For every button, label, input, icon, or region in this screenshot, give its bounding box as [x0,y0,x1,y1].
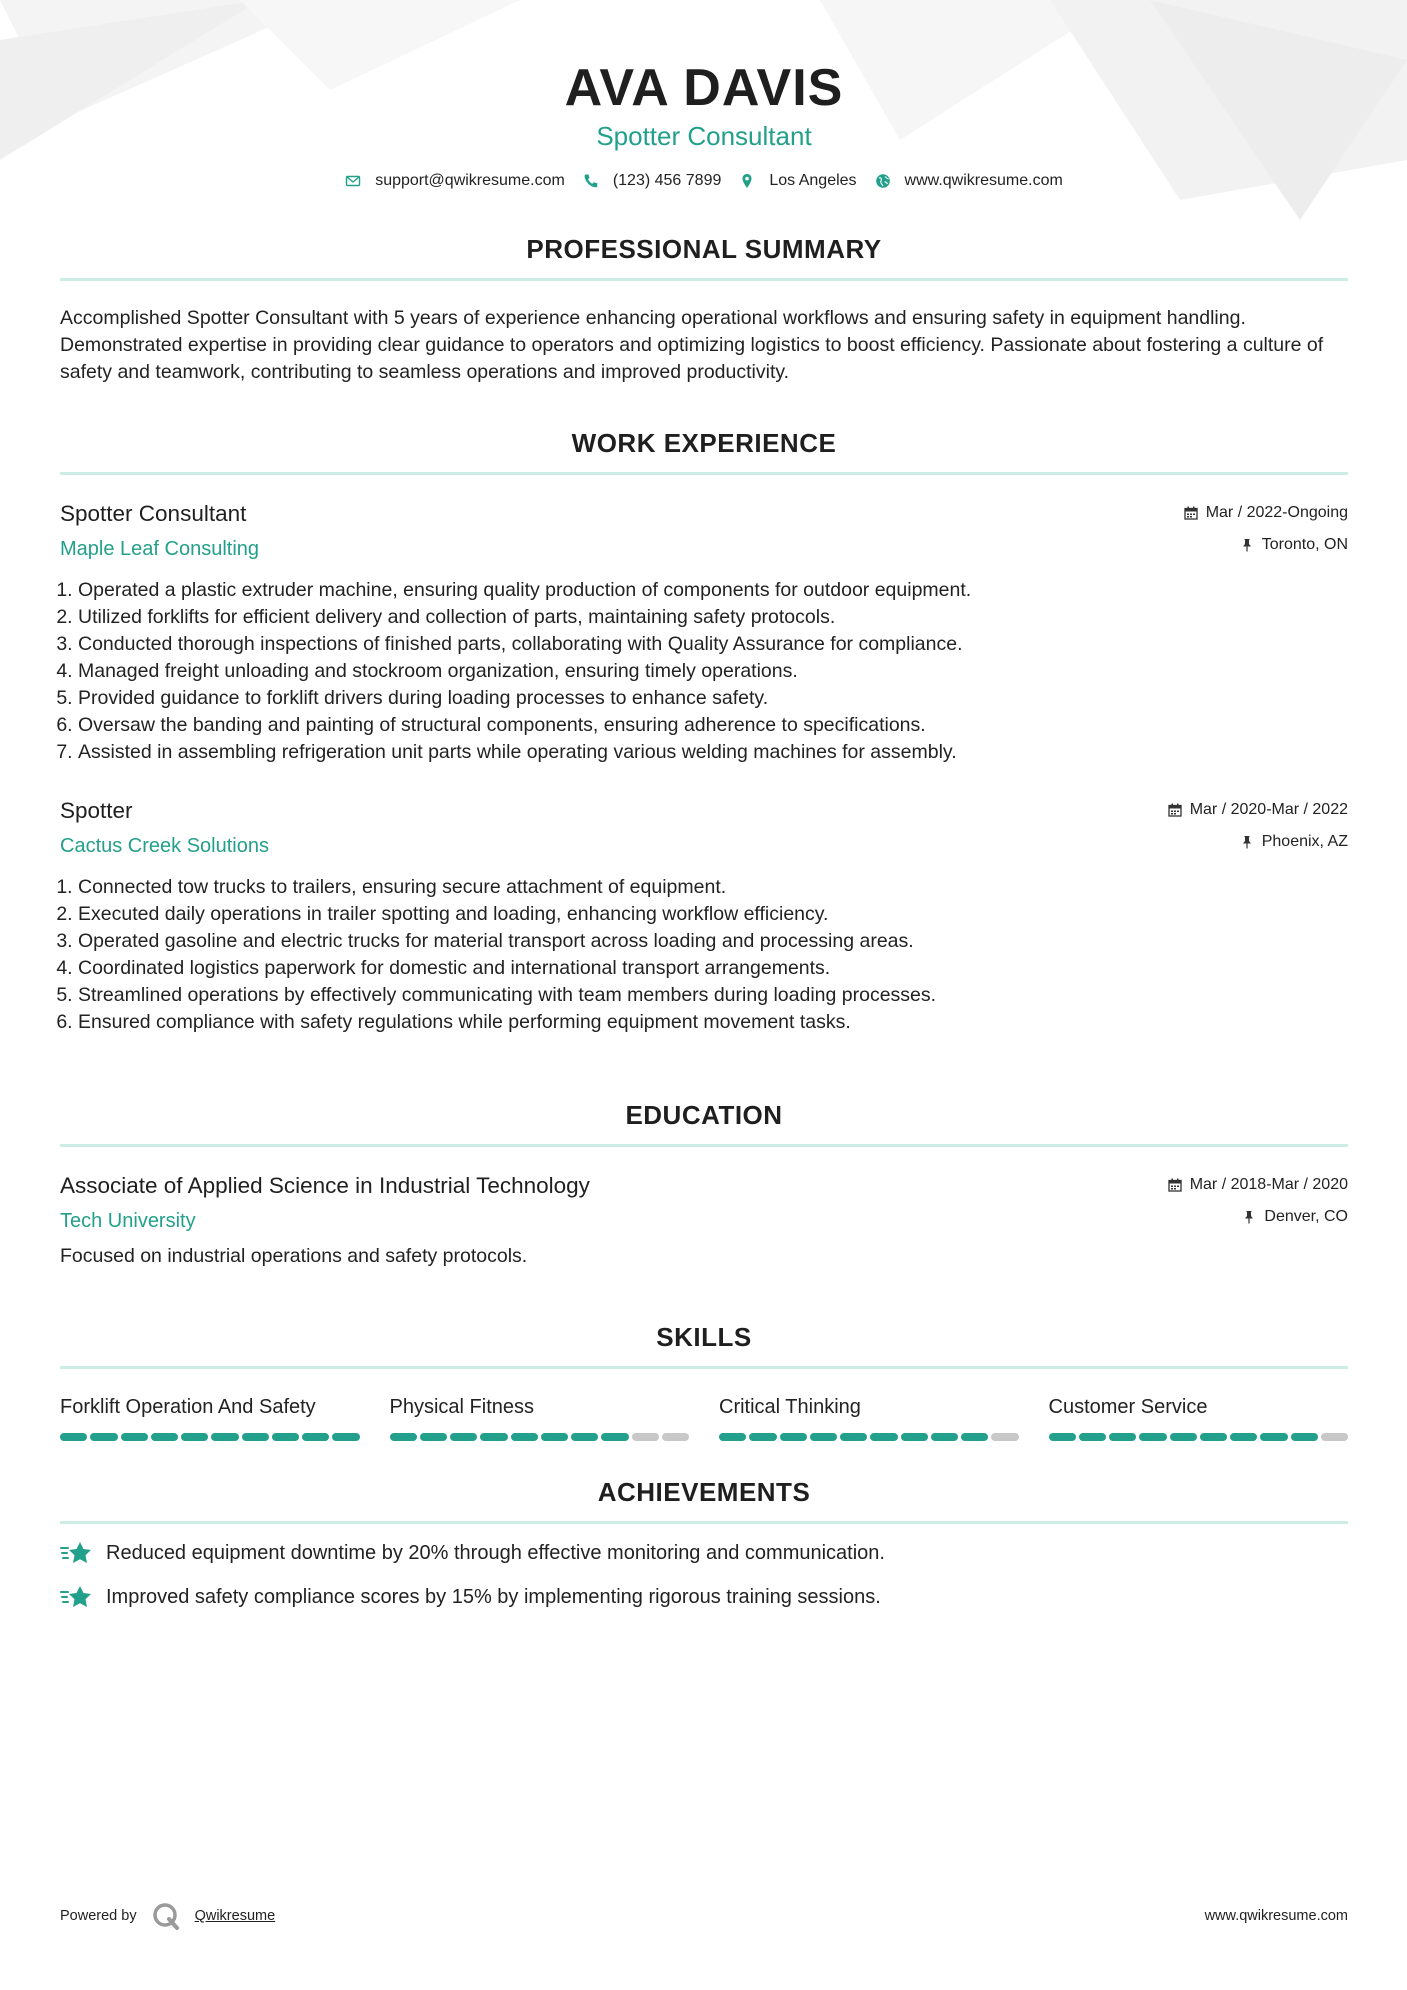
skill-segment-filled [870,1433,897,1441]
job-location [1168,828,1348,856]
list-item: 6. Ensured compliance with safety regulations while performing equipment movement tasks. [78,1009,1348,1036]
skills-list [60,1393,1348,1441]
skill-segment-filled [1260,1433,1287,1441]
skill-name: Physical Fitness [389,1396,534,1418]
list-item: 3. Conducted thorough inspections of finished parts, collaborating with Quality Assurance for compliance. [78,631,1348,658]
skill-segment-filled [211,1433,238,1441]
job-bullets [60,577,1348,766]
job-meta [1168,796,1348,856]
experience-section [60,428,1348,1036]
map-pin-icon [739,173,755,189]
contact-location [739,172,856,190]
skill-segment-filled [571,1433,598,1441]
skills-section [60,1322,1348,1441]
skill-item [719,1393,1019,1441]
qwikresume-link[interactable]: Qwikresume [194,1908,276,1924]
skill-level-bar [390,1433,690,1441]
list-item: 5. Streamlined operations by effectively communicating with team members during loading processes. [78,982,1348,1009]
skill-segment-filled [242,1433,269,1441]
skill-segment-filled [332,1433,359,1441]
star-achievement-icon [60,1539,94,1567]
job-location-text: Toronto, ON [1261,536,1348,553]
skill-segment-filled [390,1433,417,1441]
qwikresume-logo-icon [151,1901,181,1931]
resume-page [60,0,1348,1612]
list-item: 4. Coordinated logistics paperwork for domestic and international transport arrangements. [78,955,1348,982]
education-location [1168,1203,1348,1231]
achievement-text: Reduced equipment downtime by 20% through effective monitoring and communication. [106,1542,885,1564]
education-section [60,1100,1348,1270]
contact-location-text: Los Angeles [769,172,857,189]
job-company: Maple Leaf Consulting [60,538,260,560]
skill-item [60,1393,360,1441]
skill-segment-filled [121,1433,148,1441]
achievement-text: Improved safety compliance scores by 15% by implementing rigorous training sessions. [106,1586,881,1608]
job-meta [1184,499,1348,559]
job-location [1184,531,1348,559]
skill-level-bar [1049,1433,1349,1441]
skill-segment-filled [931,1433,958,1441]
star-achievement-icon [60,1583,94,1611]
skill-item [1049,1393,1349,1441]
education-description: Focused on industrial operations and safety protocols. [60,1245,528,1267]
skill-level-bar [60,1433,360,1441]
powered-by [60,1901,275,1931]
list-item: 2. Executed daily operations in trailer spotting and loading, enhancing workflow efficiency. [78,901,1348,928]
skill-segment-filled [719,1433,746,1441]
contact-phone[interactable] [583,172,722,190]
skill-segment-filled [480,1433,507,1441]
pushpin-icon [1240,538,1254,552]
education-entry [60,1171,1348,1270]
education-dates-text: Mar / 2018-Mar / 2020 [1189,1176,1348,1193]
skill-segment-filled [541,1433,568,1441]
education-location-text: Denver, CO [1264,1208,1348,1225]
education-school: Tech University [60,1210,196,1232]
skill-segment-filled [780,1433,807,1441]
envelope-icon [345,173,361,189]
skill-segment-filled [1170,1433,1197,1441]
skills-heading: SKILLS [60,1322,1348,1369]
resume-header [60,0,1348,190]
job-dates [1184,499,1348,527]
achievements-section [60,1477,1348,1612]
list-item: 5. Provided guidance to forklift drivers during loading processes to enhance safety. [78,685,1348,712]
achievements-heading: ACHIEVEMENTS [60,1477,1348,1524]
list-item: 3. Operated gasoline and electric trucks for material transport across loading and processing areas. [78,928,1348,955]
list-item: 1. Connected tow trucks to trailers, ensuring secure attachment of equipment. [78,874,1348,901]
list-item: 7. Assisted in assembling refrigeration unit parts while operating various welding machines for assembly. [78,739,1348,766]
skill-segment-filled [181,1433,208,1441]
skill-segment-filled [272,1433,299,1441]
calendar-icon [1168,1178,1182,1192]
contact-phone-text: (123) 456 7899 [612,172,722,189]
list-item: 4. Managed freight unloading and stockroom organization, ensuring timely operations. [78,658,1348,685]
skill-name: Customer Service [1048,1396,1208,1418]
skill-segment-empty [1321,1433,1348,1441]
skill-segment-filled [1139,1433,1166,1441]
skill-segment-filled [511,1433,538,1441]
skill-segment-filled [302,1433,329,1441]
phone-icon [583,173,599,189]
education-heading: EDUCATION [60,1100,1348,1147]
skill-segment-filled [90,1433,117,1441]
pushpin-icon [1242,1210,1256,1224]
globe-icon [875,173,891,189]
job-entry [60,796,1348,1036]
skill-segment-filled [1109,1433,1136,1441]
skill-segment-filled [1200,1433,1227,1441]
skill-segment-filled [601,1433,628,1441]
summary-section [60,234,1348,386]
skill-name: Critical Thinking [719,1396,861,1418]
achievement-item [60,1538,1348,1568]
skill-segment-filled [1291,1433,1318,1441]
skill-segment-filled [420,1433,447,1441]
footer-website[interactable]: www.qwikresume.com [1204,1908,1348,1924]
skill-item [390,1393,690,1441]
footer [60,1898,1348,1934]
education-degree: Associate of Applied Science in Industrial Technology [60,1173,590,1198]
contact-website-text: www.qwikresume.com [904,172,1063,189]
skill-segment-filled [151,1433,178,1441]
calendar-icon [1184,506,1198,520]
skill-segment-filled [1049,1433,1076,1441]
skill-segment-filled [810,1433,837,1441]
skill-segment-filled [1079,1433,1106,1441]
candidate-job-title: Spotter Consultant [596,121,812,151]
skill-segment-filled [840,1433,867,1441]
skill-name: Forklift Operation And Safety [60,1396,316,1418]
achievement-item [60,1582,1348,1612]
powered-by-label: Powered by [60,1908,137,1924]
skill-segment-filled [450,1433,477,1441]
job-dates-text: Mar / 2020-Mar / 2022 [1189,801,1348,818]
job-title: Spotter Consultant [60,501,247,526]
calendar-icon [1168,803,1182,817]
education-dates [1168,1171,1348,1199]
skill-segment-empty [632,1433,659,1441]
job-dates-text: Mar / 2022-Ongoing [1205,504,1348,521]
job-title: Spotter [60,798,133,823]
skill-segment-filled [749,1433,776,1441]
skill-segment-filled [1230,1433,1257,1441]
list-item: 1. Operated a plastic extruder machine, ensuring quality production of components for outdoor equipment. [78,577,1348,604]
list-item: 2. Utilized forklifts for efficient delivery and collection of parts, maintaining safety protocols. [78,604,1348,631]
skill-segment-empty [991,1433,1018,1441]
education-meta [1168,1171,1348,1231]
summary-heading: PROFESSIONAL SUMMARY [60,234,1348,281]
pushpin-icon [1240,835,1254,849]
contact-bar [60,172,1348,190]
contact-website[interactable] [875,172,1063,190]
job-company: Cactus Creek Solutions [60,835,269,857]
skill-segment-empty [662,1433,689,1441]
job-location-text: Phoenix, AZ [1261,833,1348,850]
experience-heading: WORK EXPERIENCE [60,428,1348,475]
list-item: 6. Oversaw the banding and painting of structural components, ensuring adherence to specifications. [78,712,1348,739]
job-bullets [60,874,1348,1036]
candidate-name: AVA DAVIS [564,59,844,117]
summary-text: Accomplished Spotter Consultant with 5 years of experience enhancing operational workflows and ensuring safety in equipment handling. Demonstrated expertise in providing clear guidance to operators and optimizing logistics to boost efficiency. Passionate about fostering a culture of safety and teamwork, contributing to seamless operations and improved productivity. [60,307,1324,383]
skill-segment-filled [961,1433,988,1441]
job-entry [60,499,1348,766]
skill-segment-filled [60,1433,87,1441]
job-dates [1168,796,1348,824]
skill-level-bar [719,1433,1019,1441]
contact-email[interactable] [345,172,565,190]
skill-segment-filled [901,1433,928,1441]
contact-email-text: support@qwikresume.com [375,172,565,189]
